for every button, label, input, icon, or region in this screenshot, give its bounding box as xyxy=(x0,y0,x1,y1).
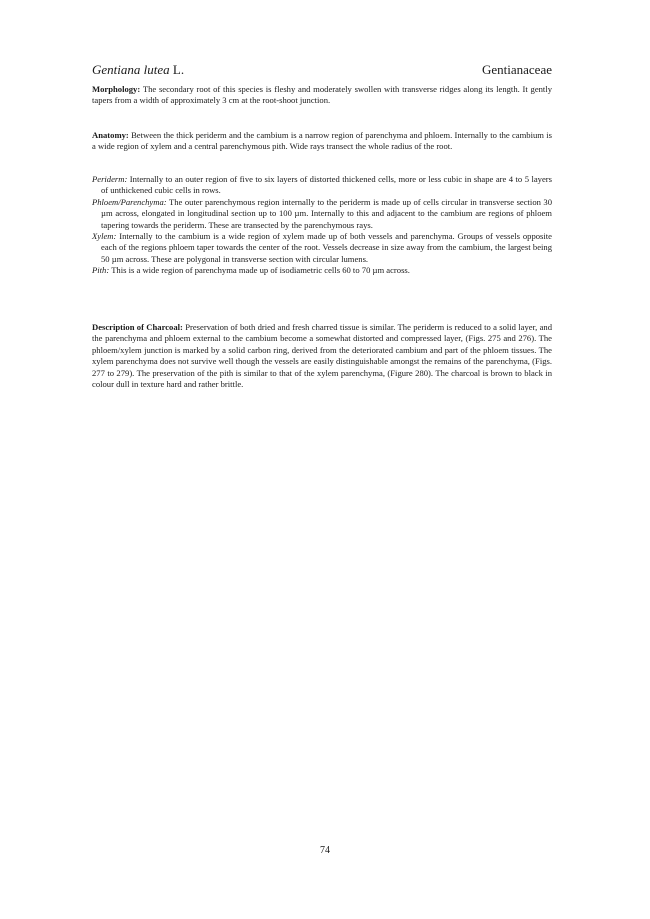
anatomy-text: Between the thick periderm and the cambium is a narrow region of parenchyma and phloem. Internally to the cambium is a wide region of xylem and a central parenchymous pith. Wide rays transect the whole radius of the root. xyxy=(92,130,553,152)
periderm-label: Periderm: xyxy=(92,174,128,184)
species-binomial: Gentiana lutea xyxy=(92,62,170,77)
phloem-parenchyma-label: Phloem/Parenchyma: xyxy=(92,196,167,207)
periderm-text: Internally to an outer region of five to six layers of distorted thickened cells, more or less cubic in shape are 4 to 5 layers of unthickened cubic cells in rows. xyxy=(101,174,552,196)
xylem-label: Xylem: xyxy=(92,231,117,242)
morphology-text: The secondary root of this species is fleshy and moderately swollen with transverse ridges along its length. It gently tapers from a width of approximately 3 cm at the root-shoot junction. xyxy=(92,84,552,106)
charcoal-text: Preservation of both dried and fresh charred tissue is similar. The periderm is reduced to a solid layer, and the parenchyma and phloem external to the cambium become a somewhat distorted and compressed layer, (Figs. 275 and 276). The phloem/xylem junction is marked by a solid carbon ring, derived from the deteriorated cambium and part of the phloem tissues. The xylem parenchyma does not survive well though the vessels are easily distinguishable amongst the remains of the parenchyma, (Figs. 277 to 279). The preservation of the pith is similar to that of the xylem parenchyma, (Figure 280). The charcoal is brown to black in colour dull in texture hard and rather brittle. xyxy=(92,322,552,390)
species-name xyxy=(92,62,184,78)
pith-label: Pith: xyxy=(92,265,110,276)
page-number: 74 xyxy=(320,845,330,856)
xylem-text: Internally to the cambium is a wide region of xylem made up of both vessels and parenchyma. Groups of vessels opposite each of the regions phloem taper towards the center of the root. Vessels decrease in size away from the cambium, the largest being 50 µm across. These are polygonal in transverse section with circular lumens. xyxy=(101,231,552,264)
charcoal-paragraph xyxy=(92,322,552,390)
xylem-entry xyxy=(92,231,552,265)
page-header xyxy=(92,62,552,78)
charcoal-label: Description of Charcoal: xyxy=(92,322,183,332)
periderm-entry xyxy=(92,174,552,197)
pith-entry xyxy=(92,265,552,276)
morphology-label: Morphology: xyxy=(92,84,141,94)
phloem-parenchyma-entry xyxy=(92,197,552,231)
morphology-paragraph xyxy=(92,84,552,107)
pith-text: This is a wide region of parenchyma made up of isodiametric cells 60 to 70 µm across. xyxy=(111,265,410,276)
species-author: L. xyxy=(172,62,185,77)
phloem-parenchyma-text: The outer parenchymous region internally to the periderm is made up of cells circular in transverse section 30 µm across, elongated in longitudinal section up to 100 µm. Internally to this and adjacent to the cambium are regions of phloem tapering towards the periderm. These are transected by the parenchymous rays. xyxy=(101,196,552,230)
anatomy-label: Anatomy: xyxy=(92,130,129,140)
anatomy-paragraph xyxy=(92,130,552,153)
tissue-descriptions xyxy=(92,174,552,277)
family-name: Gentianaceae xyxy=(481,62,552,77)
